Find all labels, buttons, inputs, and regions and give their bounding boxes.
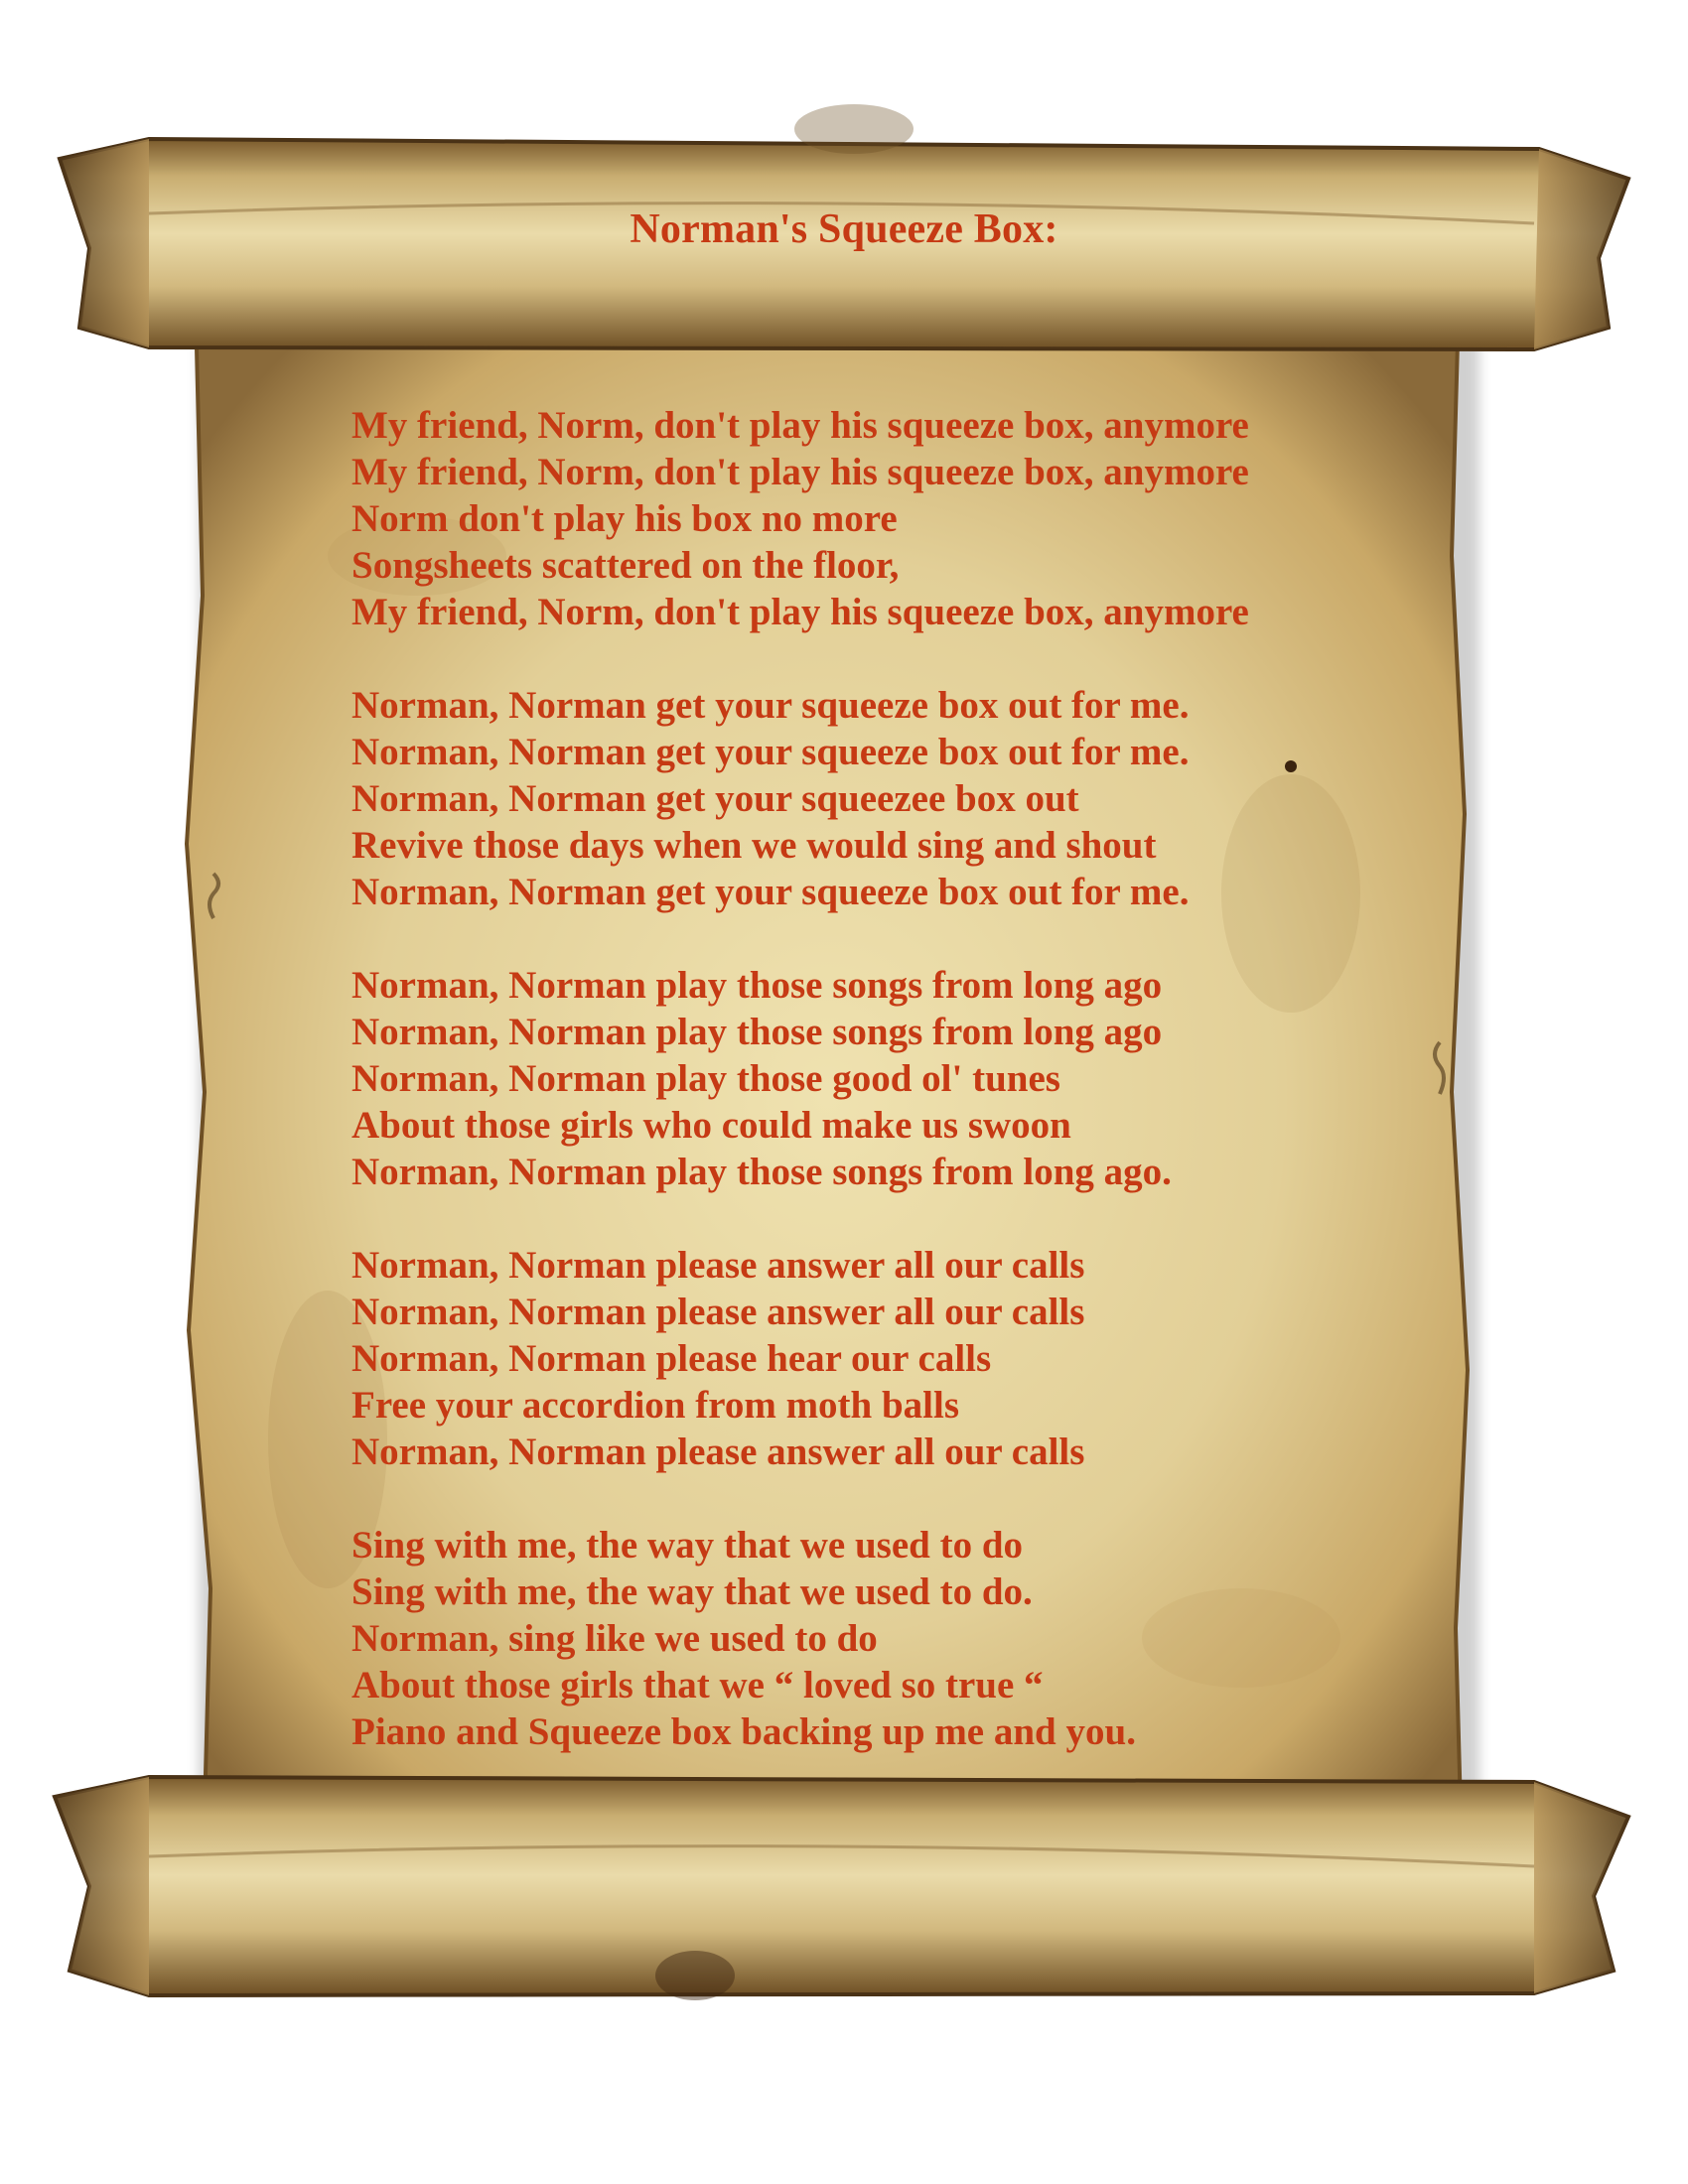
poem-line: Norm don't play his box no more — [352, 497, 898, 540]
poem-line: Piano and Squeeze box backing up me and you. — [352, 1710, 1136, 1753]
poem-line: Norman, Norman please answer all our calls — [352, 1431, 1085, 1473]
poem-line: About those girls who could make us swoon — [352, 1104, 1071, 1147]
poem-body — [352, 402, 1444, 1802]
poem-line: My friend, Norm, don't play his squeeze box, anymore — [352, 451, 1249, 493]
poem-line: Norman, Norman play those songs from long ago — [352, 1011, 1163, 1053]
stanza-2 — [352, 682, 1444, 915]
poem-line: My friend, Norm, don't play his squeeze box, anymore — [352, 404, 1249, 447]
poem-line: Norman, Norman play those songs from long ago — [352, 964, 1163, 1007]
poem-line: Norman, Norman get your squeezee box out — [352, 777, 1079, 820]
poem-line: Free your accordion from moth balls — [352, 1384, 960, 1427]
poem-line: Norman, Norman play those songs from long ago. — [352, 1151, 1172, 1193]
poem-line: Norman, Norman get your squeeze box out for me. — [352, 731, 1190, 773]
poem-line: Revive those days when we would sing and shout — [352, 824, 1157, 867]
poem-line: Norman, Norman play those good ol' tunes — [352, 1057, 1060, 1100]
poem-line: My friend, Norm, don't play his squeeze box, anymore — [352, 591, 1249, 633]
stanza-4 — [352, 1242, 1444, 1475]
poem-line: Songsheets scattered on the floor, — [352, 544, 900, 587]
poem-line: Sing with me, the way that we used to do. — [352, 1570, 1033, 1613]
poem-line: Sing with me, the way that we used to do — [352, 1524, 1024, 1567]
poem-line: Norman, Norman please answer all our calls — [352, 1244, 1085, 1287]
page-title: Norman's Squeeze Box: — [630, 206, 1058, 252]
poem-line: About those girls that we “ loved so true “ — [352, 1664, 1044, 1706]
stanza-1 — [352, 402, 1444, 635]
stanza-5 — [352, 1522, 1444, 1755]
poem-line: Norman, sing like we used to do — [352, 1617, 878, 1660]
poem-line: Norman, Norman get your squeeze box out for me. — [352, 871, 1190, 913]
stanza-3 — [352, 962, 1444, 1195]
poem-line: Norman, Norman get your squeeze box out for me. — [352, 684, 1190, 727]
poem-line: Norman, Norman please hear our calls — [352, 1337, 992, 1380]
poem-line: Norman, Norman please answer all our calls — [352, 1291, 1085, 1333]
